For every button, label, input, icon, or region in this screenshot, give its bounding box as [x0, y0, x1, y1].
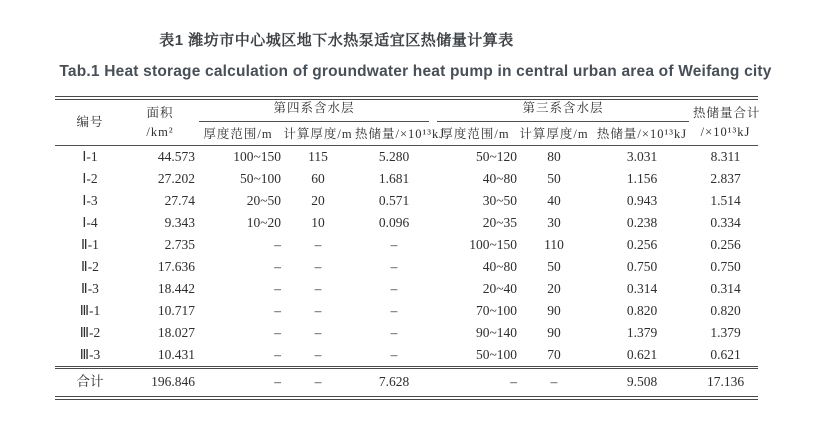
cell-id: Ⅱ-3 [81, 280, 99, 296]
cell-t-heat: 0.238 [626, 214, 658, 230]
cell-q-range: 20~50 [246, 192, 281, 208]
cell-q-range: 100~150 [233, 148, 281, 164]
header-quaternary-aquifer [195, 98, 433, 124]
table-row [55, 300, 758, 322]
cell-q-calc: 60 [311, 170, 325, 186]
cell-id: Ⅰ-4 [82, 214, 98, 230]
cell-q-range: – [274, 236, 281, 252]
cell-q-range: – [274, 258, 281, 274]
total-cell-t-range: – [433, 368, 517, 399]
cell-t-calc: 50 [547, 258, 561, 274]
cell-q-heat: – [390, 236, 398, 252]
cell-q-heat: 5.280 [378, 148, 410, 164]
cell-id: Ⅲ-3 [79, 346, 101, 362]
table-row [55, 234, 758, 256]
cell-total: 8.311 [710, 148, 741, 164]
cell-t-heat: 0.256 [626, 236, 658, 252]
cell-q-calc: – [314, 302, 322, 318]
cell-t-calc: 110 [544, 236, 564, 252]
table-body [55, 146, 758, 399]
cell-t-calc: 30 [547, 214, 561, 230]
cell-area: 10.717 [157, 302, 195, 318]
cell-id: Ⅰ-2 [82, 170, 98, 186]
cell-q-heat: 0.096 [378, 214, 410, 230]
total-cell-q-range: – [195, 368, 281, 399]
cell-q-heat: – [390, 324, 398, 340]
cell-t-calc: 70 [547, 346, 561, 362]
cell-q-heat: – [390, 280, 398, 296]
table-row [55, 190, 758, 212]
cell-q-calc: – [314, 346, 322, 362]
header-tertiary-label: 第三系含水层 [437, 102, 689, 121]
header-q-heat-storage: 热储量/×10¹³kJ [355, 124, 433, 146]
cell-q-range: – [274, 346, 281, 362]
cell-total: 1.514 [710, 192, 741, 208]
header-q-calc-thickness: 计算厚度/m [281, 124, 355, 146]
table-row [55, 278, 758, 300]
cell-t-calc: 40 [547, 192, 561, 208]
cell-q-calc: – [314, 280, 322, 296]
cell-q-calc: 20 [311, 192, 325, 208]
header-quaternary-label: 第四系含水层 [199, 102, 429, 121]
header-t-calc-thickness: 计算厚度/m [517, 124, 591, 146]
table-title-chinese: 表1 潍坊市中心城区地下水热泵适宜区热储量计算表 [159, 32, 514, 49]
cell-t-calc: 50 [547, 170, 561, 186]
cell-t-range: 40~80 [482, 258, 517, 274]
cell-id: Ⅲ-2 [79, 324, 101, 340]
cell-t-calc: 80 [547, 148, 561, 164]
header-total-line1: 热储量合计 [693, 106, 761, 121]
cell-t-calc: 90 [547, 302, 561, 318]
cell-t-heat: 0.820 [626, 302, 658, 318]
cell-q-range: – [274, 324, 281, 340]
cell-id: Ⅰ-1 [82, 148, 98, 164]
header-area-line2: /km² [146, 124, 174, 139]
cell-q-calc: – [314, 236, 322, 252]
cell-area: 27.74 [164, 192, 195, 208]
header-area [125, 98, 195, 146]
table-row [55, 256, 758, 278]
total-cell-id: 合计 [55, 368, 125, 399]
table-row [55, 146, 758, 169]
cell-t-heat: 1.379 [626, 324, 658, 340]
cell-t-heat: 0.314 [626, 280, 658, 296]
cell-q-range: 50~100 [239, 170, 281, 186]
cell-t-range: 20~40 [482, 280, 517, 296]
cell-id: Ⅱ-1 [81, 236, 99, 252]
cell-id: Ⅲ-1 [79, 302, 101, 318]
total-cell-total: 17.136 [693, 368, 758, 399]
cell-area: 17.636 [157, 258, 195, 274]
table-row [55, 168, 758, 190]
total-cell-t-calc: – [517, 368, 591, 399]
cell-total: 0.750 [710, 258, 741, 274]
total-cell-t-heat: 9.508 [591, 368, 693, 399]
cell-q-range: – [274, 280, 281, 296]
cell-q-heat: – [390, 258, 398, 274]
cell-total: 1.379 [710, 324, 741, 340]
cell-t-range: 90~140 [475, 324, 517, 340]
header-heat-storage-total [693, 98, 761, 146]
cell-area: 27.202 [157, 170, 195, 186]
cell-area: 2.735 [164, 236, 195, 252]
cell-t-heat: 0.943 [626, 192, 658, 208]
cell-area: 44.573 [157, 148, 195, 164]
cell-t-range: 70~100 [475, 302, 517, 318]
cell-total: 0.256 [710, 236, 741, 252]
cell-q-calc: – [314, 258, 322, 274]
cell-q-calc: – [314, 324, 322, 340]
cell-area: 18.027 [157, 324, 195, 340]
header-id: 编号 [55, 98, 125, 146]
cell-total: 0.621 [710, 346, 741, 362]
cell-t-range: 50~100 [475, 346, 517, 362]
cell-q-calc: 10 [311, 214, 325, 230]
cell-q-heat: 1.681 [378, 170, 410, 186]
cell-t-range: 40~80 [482, 170, 517, 186]
cell-q-range: – [274, 302, 281, 318]
cell-area: 10.431 [157, 346, 195, 362]
cell-q-calc: 115 [308, 148, 328, 164]
cell-t-heat: 1.156 [626, 170, 658, 186]
cell-t-calc: 20 [547, 280, 561, 296]
cell-t-heat: 0.750 [626, 258, 658, 274]
cell-q-heat: – [390, 302, 398, 318]
table-row [55, 212, 758, 234]
table-total-row [55, 368, 758, 399]
cell-total: 0.820 [710, 302, 741, 318]
header-area-line1: 面积 [146, 106, 174, 121]
cell-q-range: 10~20 [246, 214, 281, 230]
cell-total: 2.837 [710, 170, 741, 186]
cell-q-heat: – [390, 346, 398, 362]
cell-q-heat: 0.571 [378, 192, 410, 208]
cell-t-heat: 3.031 [626, 148, 658, 164]
heat-storage-table [55, 96, 761, 400]
cell-area: 9.343 [164, 214, 195, 230]
cell-t-range: 100~150 [469, 236, 517, 252]
table-header [55, 98, 761, 146]
cell-t-calc: 90 [547, 324, 561, 340]
cell-area: 18.442 [157, 280, 195, 296]
cell-t-range: 50~120 [475, 148, 517, 164]
header-total-line2: /×10¹³kJ [700, 124, 751, 139]
table-title-english: Tab.1 Heat storage calculation of groundwater heat pump in central urban area of Weifang city [59, 63, 772, 80]
header-q-thickness-range: 厚度范围/m [195, 124, 281, 146]
cell-t-range: 20~35 [482, 214, 517, 230]
table-row [55, 344, 758, 368]
table-row [55, 322, 758, 344]
cell-t-heat: 0.621 [626, 346, 658, 362]
cell-id: Ⅱ-2 [81, 258, 99, 274]
cell-total: 0.314 [710, 280, 741, 296]
total-cell-q-heat: 7.628 [355, 368, 433, 399]
header-t-thickness-range: 厚度范围/m [433, 124, 517, 146]
cell-t-range: 30~50 [482, 192, 517, 208]
cell-id: Ⅰ-3 [82, 192, 98, 208]
header-t-heat-storage: 热储量/×10¹³kJ [591, 124, 693, 146]
total-cell-area: 196.846 [125, 368, 195, 399]
header-tertiary-aquifer [433, 98, 693, 124]
cell-total: 0.334 [710, 214, 741, 230]
total-cell-q-calc: – [281, 368, 355, 399]
